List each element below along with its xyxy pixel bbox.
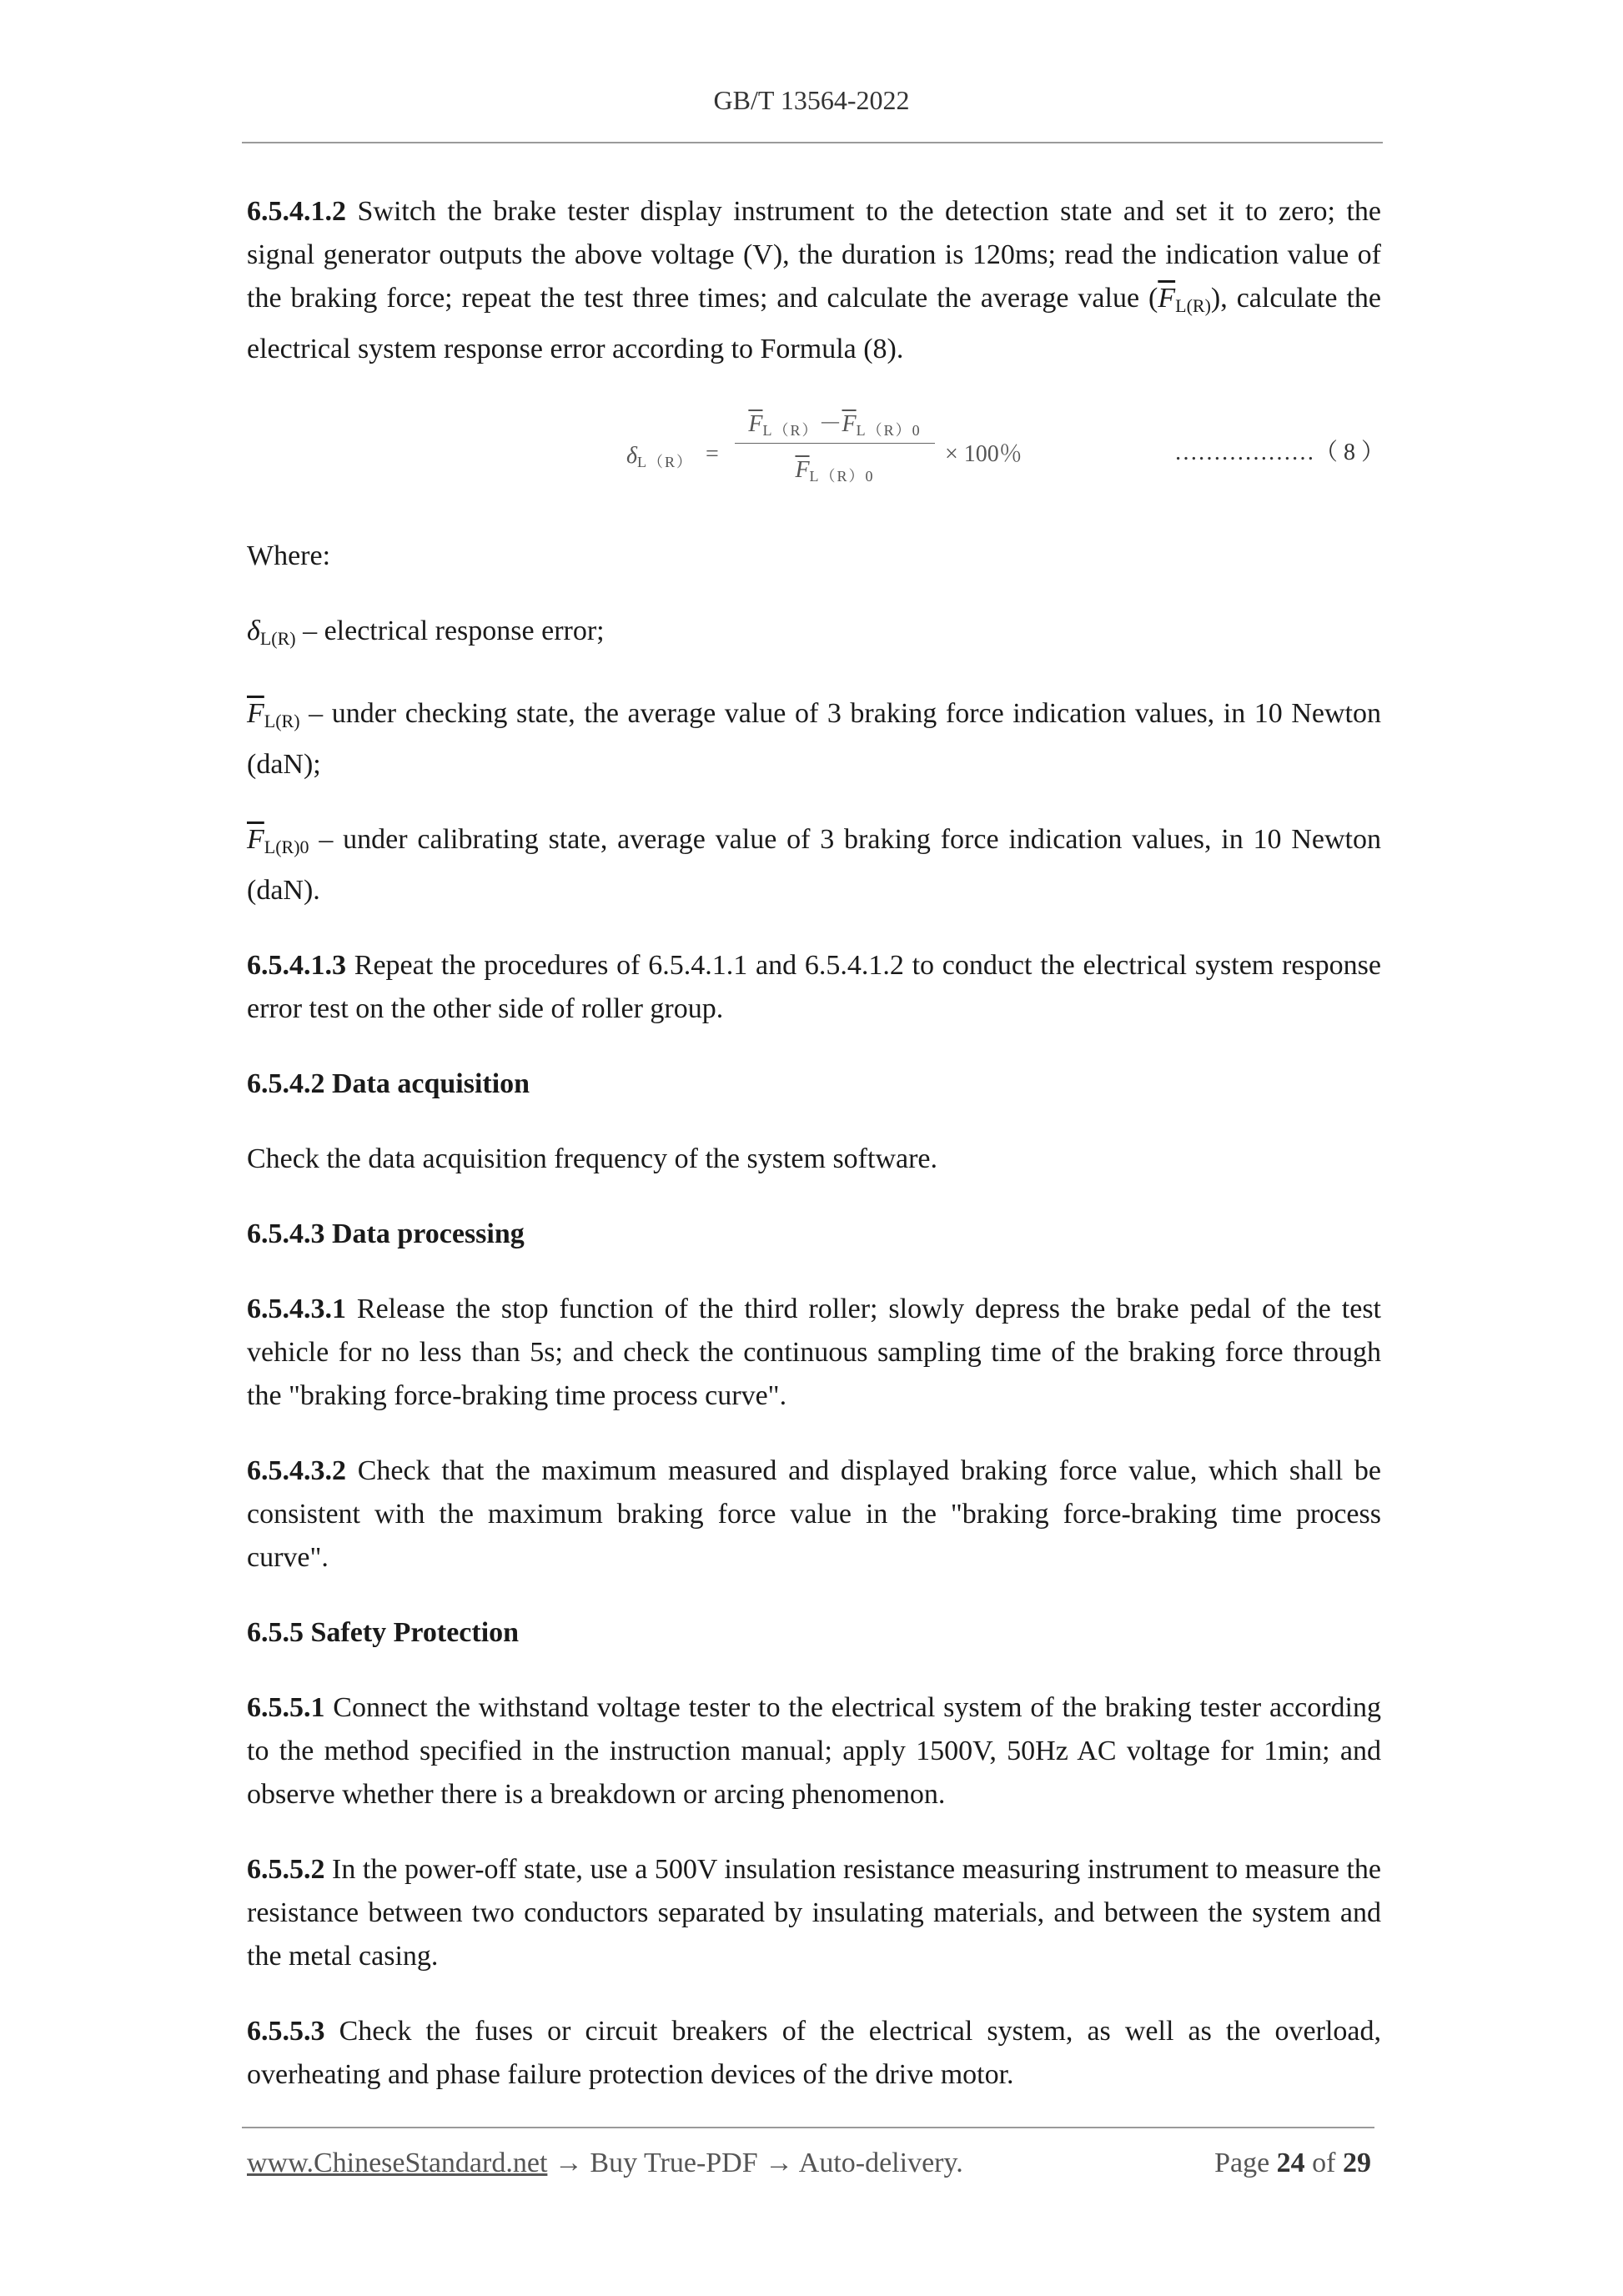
formula-numerator [735, 403, 935, 440]
page-footer [247, 2148, 1378, 2179]
heading-655: 6.5.5 Safety Protection [247, 1617, 520, 1648]
delta-symbol: δ [626, 443, 638, 469]
clause-number: 6.5.4.1.2 [247, 196, 346, 227]
clause-number: 6.5.4.1.3 [247, 950, 346, 981]
formula-lhs [626, 435, 693, 484]
def-subscript: L(R) [264, 711, 300, 731]
clause-number: 6.5.5.3 [247, 2016, 325, 2047]
clause-text: Check the fuses or circuit breakers of the electrical system, as well as the overload, overheating and phase failure protection devices of the drive motor. [247, 2016, 1381, 2090]
minus-sign: － [818, 411, 842, 437]
symbol-subscript: L(R) [1175, 295, 1211, 316]
clause-text-cont: ), calculate the electrical system response error according to Formula (8). [247, 283, 1382, 364]
where-label: Where: [247, 540, 331, 571]
formula-fraction [735, 403, 935, 498]
document-body [247, 190, 1385, 2128]
page-word: Page [1214, 2148, 1270, 2178]
num-f-a: $\overline{F}$ [748, 411, 763, 437]
def-symbol: $\overline{F}$ [247, 698, 264, 729]
clause-text: In the power-off state, use a 500V insulation resistance measuring instrument to measure the resistance between two conductors separated by insulating materials, and between the system and the metal casing. [247, 1854, 1381, 1972]
delta-subscript: L（R） [637, 454, 694, 470]
num-f-b: $\overline{F}$ [842, 411, 857, 437]
formula-equals: = [706, 441, 719, 467]
page-total: 29 [1343, 2148, 1371, 2178]
def-text: – under checking state, the average value of 3 braking force indication values, in 10 Newton (daN); [247, 698, 1381, 780]
clause-number: 6.5.5.1 [247, 1692, 325, 1723]
paragraph-6543-1 [247, 1288, 1381, 1418]
def-text: – under calibrating state, average value of 3 braking force indication values, in 10 Newton (daN). [247, 824, 1381, 906]
definition-f-lr [247, 692, 1381, 786]
heading-6542: 6.5.4.2 Data acquisition [247, 1068, 530, 1099]
of-word: of [1312, 2148, 1336, 2178]
clause-text: Release the stop function of the third roller; slowly depress the brake pedal of the test vehicle for no less than 5s; and check the continuous sampling time of the braking force through the "braking force-braking time process curve". [247, 1294, 1381, 1411]
clause-text: Repeat the procedures of 6.5.4.1.1 and 6.5.4.1.2 to conduct the electrical system response error test on the other side of roller group. [247, 950, 1381, 1024]
def-subscript: L(R) [259, 628, 296, 649]
def-text: – electrical response error; [295, 615, 605, 646]
formula-denominator [735, 449, 935, 498]
page-indicator [1214, 2148, 1371, 2179]
heading-6543: 6.5.4.3 Data processing [247, 1218, 525, 1249]
paragraph-655-2 [247, 1848, 1381, 1978]
page-number: 24 [1276, 2148, 1305, 2178]
fraction-bar [735, 443, 935, 444]
formula-8 [247, 403, 1385, 503]
paragraph-6541-2 [247, 190, 1381, 371]
den-f-sub: L（R）0 [809, 468, 875, 485]
paragraph-6542: Check the data acquisition frequency of the system software. [247, 1143, 938, 1174]
clause-number: 6.5.4.3.1 [247, 1294, 346, 1324]
formula-times-100: × 100％ [945, 441, 1023, 467]
footer-divider [242, 2127, 1374, 2128]
def-symbol: δ [247, 615, 260, 646]
clause-text: Check that the maximum measured and displayed braking force value, which shall be consistent with the maximum braking force value in the "braking force-braking time process curve". [247, 1455, 1381, 1573]
formula-number: ………………（ 8 ） [1174, 440, 1385, 465]
paragraph-655-3 [247, 2010, 1381, 2097]
page-header-title: GB/T 13564-2022 [713, 85, 910, 115]
definition-f-lr0 [247, 818, 1381, 912]
def-symbol: $\overline{F}$ [247, 824, 264, 855]
num-f-b-sub: L（R）0 [856, 422, 922, 439]
definition-delta [247, 610, 1381, 661]
clause-text: Switch the brake tester display instrument to the detection state and set it to zero; the signal generator outputs the above voltage (V), the duration is 120ms; read the indication value of the braking force; repeat the test three times; and calculate the average value ( [247, 196, 1381, 314]
paragraph-655-1 [247, 1686, 1381, 1816]
clause-text: Connect the withstand voltage tester to the electrical system of the braking tester according to the method specified in the instruction manual; apply 1500V, 50Hz AC voltage for 1min; and observe whether there is a breakdown or arcing phenomenon. [247, 1692, 1381, 1810]
footer-tagline: → Buy True-PDF → Auto-delivery. [547, 2148, 963, 2178]
clause-number: 6.5.4.3.2 [247, 1455, 346, 1486]
def-subscript: L(R)0 [264, 837, 309, 857]
website-link[interactable]: www.ChineseStandard.net [247, 2148, 548, 2178]
header-divider [242, 142, 1383, 143]
paragraph-6543-2 [247, 1449, 1381, 1580]
paragraph-6541-3 [247, 944, 1381, 1031]
den-f: $\overline{F}$ [795, 457, 810, 483]
num-f-a-sub: L（R） [762, 422, 819, 439]
symbol-f-bar: $\overline{F}$ [1158, 283, 1176, 314]
clause-number: 6.5.5.2 [247, 1854, 325, 1885]
